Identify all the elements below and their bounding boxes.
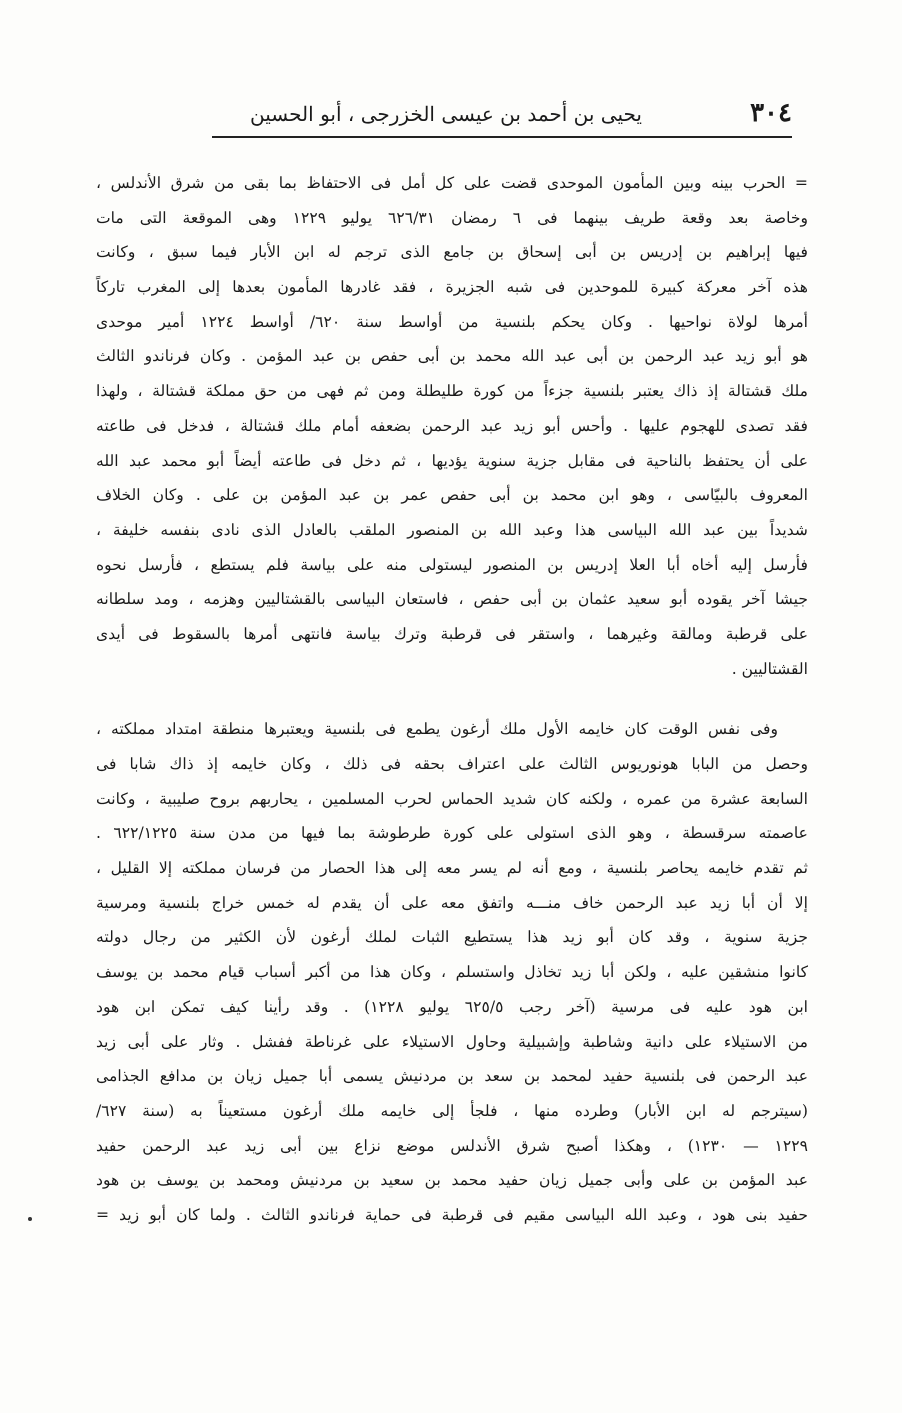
text-line: على أن يحتفظ بالناحية فى مقابل جزية سنوية يؤديها ، ثم دخل فى طاعته أيضاً أبو محمد عبد الله [96, 451, 808, 470]
text-line: جيشا آخر يقوده أبو سعيد عثمان بن أبى حفص ، فاستعان البياسى بالقشتاليين وهزمه ، ومد سلطانه [96, 590, 808, 609]
text-line: القشتاليين . [731, 659, 808, 678]
paragraph-2 [96, 712, 808, 1232]
text-line: شديداً بين عبد الله البياسى هذا وعبد الله بن المنصور الملقب بالعادل الذى نادى بنفسه خليفة ، [96, 520, 808, 539]
text-line: عبد المؤمن بن على وأبى جميل زيان حفيد محمد بن سعيد بن مردنيش ومحمد بن يوسف بن هود [96, 1171, 808, 1190]
text-line: فقد تصدى للهجوم عليها . وأحس أبو زيد عبد الرحمن بضعفه أمام ملك قشتالة ، فدخل فى طاعته [96, 416, 808, 435]
text-line: من الاستيلاء على دانية وشاطبة وإشبيلية وحاول الاستيلاء على غرناطة ففشل . وثار على أبى زيد [96, 1032, 808, 1051]
paragraph-1 [96, 166, 808, 686]
body-text [96, 166, 808, 1233]
text-line: = الحرب بينه وبين المأمون الموحدى قضت على كل أمل فى الاحتفاظ بما بقى من شرق الأندلس ، [96, 174, 808, 192]
running-title: يحيى بن أحمد بن عيسى الخزرجى ، أبو الحسين [250, 102, 642, 126]
text-line: كانوا منشقين عليه ، ولكن أبا زيد تخاذل واستسلم ، وكان هذا من أكبر أسباب قيام محمد بن يوسف [96, 963, 808, 982]
text-line: فيها إبراهيم بن إدريس بن أبى إسحاق بن جامع الذى ترجم له ابن الأبار فيما سبق ، وكانت [96, 243, 808, 262]
running-head [212, 96, 792, 136]
text-line: هذه آخر معركة كبيرة للموحدين فى شبه الجزيرة ، فقد غادرها المأمون بعدها إلى المغرب تاركاً [96, 278, 808, 297]
text-line: عبد الرحمن فى بلنسية حفيد لمحمد بن سعد بن مردنيش يسمى أبا جميل زيان بن مدافع الجذامى [96, 1067, 808, 1086]
text-line: ابن هود عليه فى مرسية (آخر رجب ٦٢٥/٥ يوليو ١٢٢٨) . وقد رأينا كيف تمكن ابن هود [96, 997, 808, 1016]
text-line: عاصمته سرقسطة ، وهو الذى استولى على كورة طرطوشة بما فيها من مدن سنة ٦٢٢/١٢٢٥ . [96, 824, 808, 843]
text-line: (سيترجم له ابن الأبار) وطرده منها ، فلجأ إلى خايمه ملك أرغون مستعيناً به (سنة ٦٢٧/ [96, 1101, 808, 1120]
text-line: هو أبو زيد عبد الرحمن بن أبى عبد الله محمد بن أبى حفص بن عبد المؤمن . وكان فرناندو الثالث [96, 347, 808, 366]
page-number: ٣٠٤ [750, 98, 792, 128]
text-line: وخاصة بعد وقعة طريف بينهما فى ٦ رمضان ٦٢٦/٣١ يوليو ١٢٢٩ وهى الموقعة التى مات [96, 208, 808, 227]
text-line: فأرسل إليه أخاه أبا العلا إدريس بن المنصور ليستولى منه على بياسة فلم يستطع ، فأرسل نحوه [96, 555, 808, 574]
margin-dot [28, 1217, 32, 1221]
text-line: إلا أن أبا زيد عبد الرحمن خاف منـــه واتفق معه على أن يقدم له خمس خراج بلنسية ومرسية [96, 893, 808, 912]
text-line: ملك قشتالة إذ ذاك يعتبر بلنسية جزءاً من كورة طليطلة ومن ثم فهى من حق مملكة قشتالة ، ولهذا [96, 382, 808, 401]
text-line: ثم تقدم خايمه يحاصر بلنسية ، ومع أنه لم يسر معه إلى هذا الحصار من فرسان مملكته إلا القليل ، [96, 859, 808, 878]
paragraph-gap [96, 686, 808, 712]
text-line: على قرطبة ومالقة وغيرهما ، واستقر فى قرطبة وترك بياسة فانتهى أمرها بالسقوط فى أيدى [96, 624, 808, 643]
text-line: أمرها لولاة نواحيها . وكان يحكم بلنسية من أواسط سنة ٦٢٠/ أواسط ١٢٢٤ أمير موحدى [96, 312, 809, 331]
text-line: المعروف بالبيّاسى ، وهو ابن محمد بن أبى حفص عمر بن عبد المؤمن بن على . وكان الخلاف [96, 486, 808, 505]
text-line: ١٢٢٩ — ١٢٣٠) ، وهكذا أصبح شرق الأندلس موضع نزاع بين أبى زيد عبد الرحمن حفيد [96, 1136, 808, 1155]
text-line: وحصل من البابا هونوريوس الثالث على اعتراف بحقه فى ذلك ، وكان خايمه إذ ذاك شابا فى [96, 755, 808, 773]
text-line: جزية سنوية ، وقد كان أبو زيد هذا يستطيع الثبات لملك أرغون لأن الكثير من رجال دولته [96, 928, 808, 947]
header-rule [212, 136, 792, 138]
text-line: حفيد بنى هود ، وعبد الله البياسى مقيم فى قرطبة فى حماية فرناندو الثالث . ولما كان أبو زيد = [96, 1205, 808, 1224]
text-line: وفى نفس الوقت كان خايمه الأول ملك أرغون يطمع فى بلنسية ويعتبرها منطقة امتداد مملكته ، [96, 720, 778, 739]
text-line: السابعة عشرة من عمره ، ولكنه كان شديد الحماس لحرب المسلمين ، يحاربهم بروح صليبية ، وكانت [96, 789, 808, 808]
